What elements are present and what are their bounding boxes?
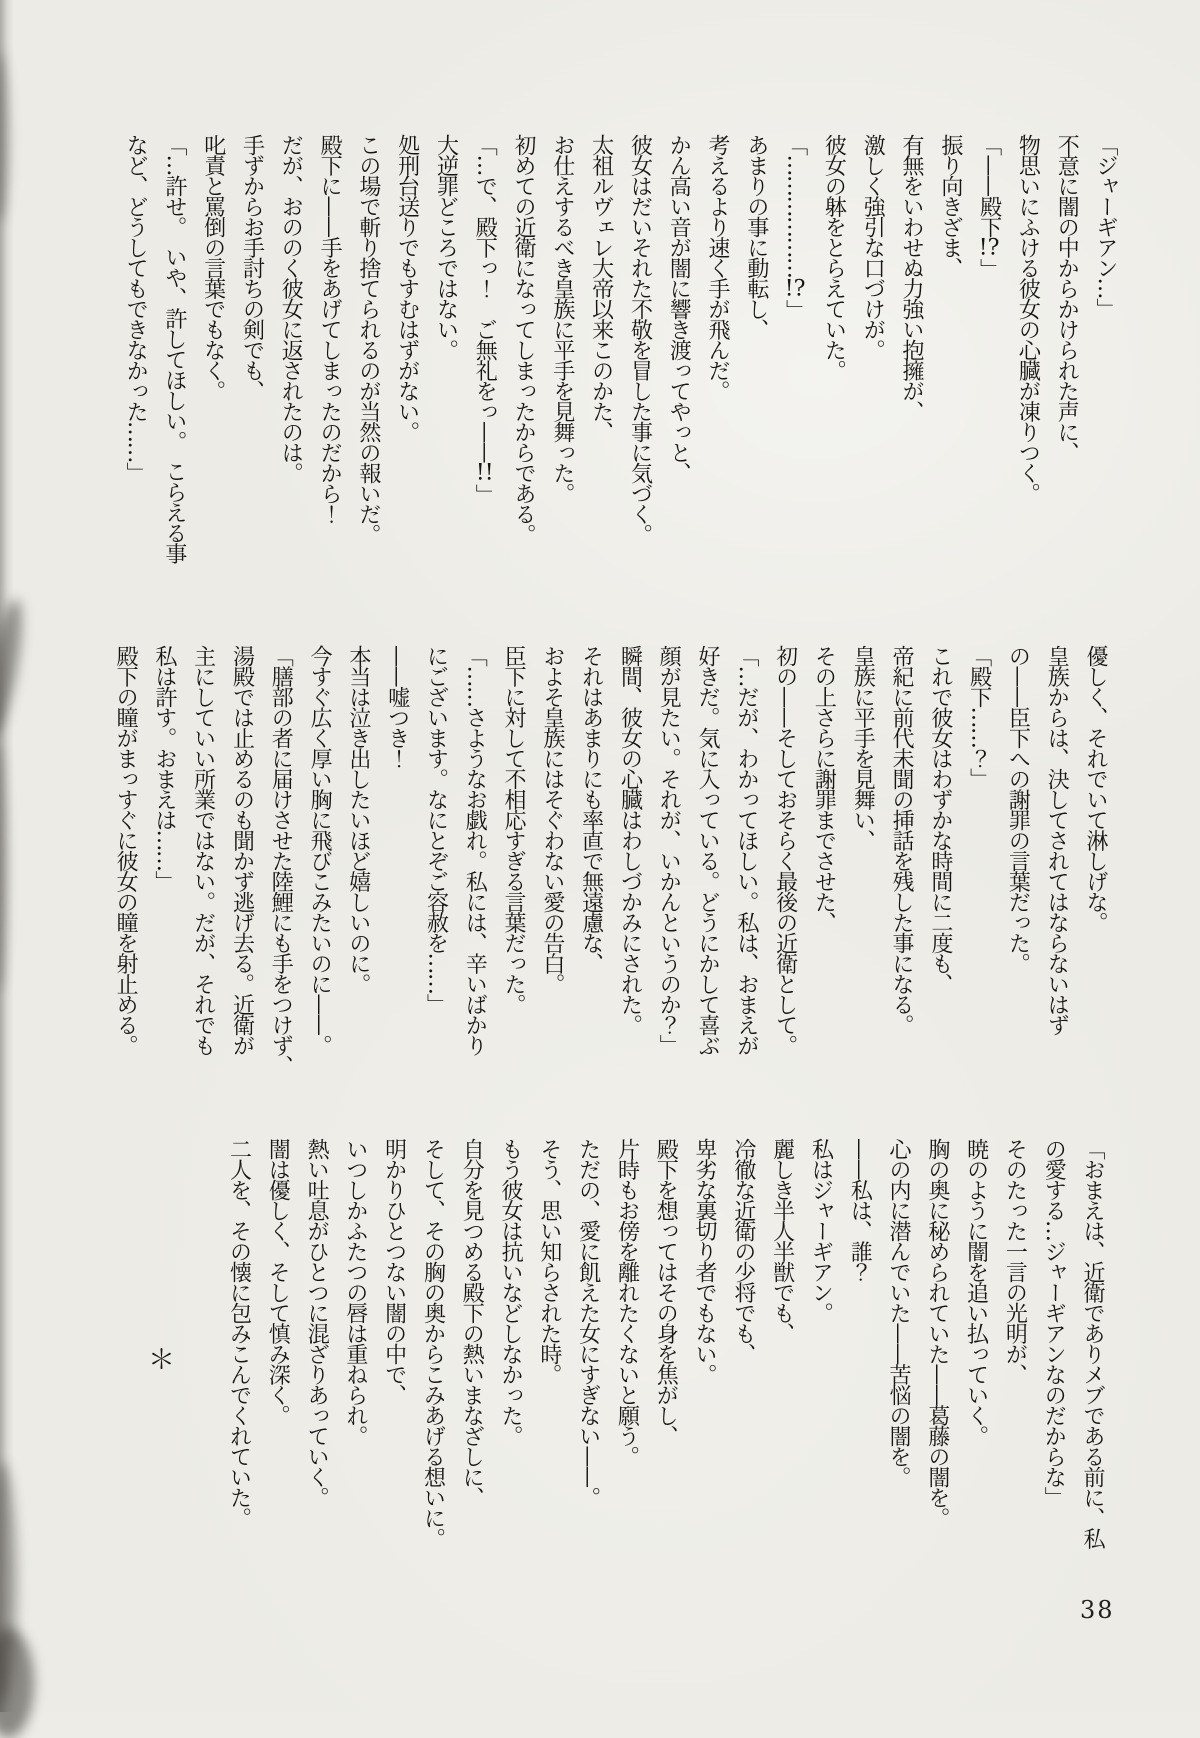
text-column: 大逆罪どころではない。: [433, 134, 459, 360]
text-block-bottom: [219, 1138, 1111, 1643]
text-column: 「……さようなお戯れ。私には、辛いばかり: [462, 645, 488, 1055]
text-column: 麗しき半人半獣でも、: [769, 1138, 795, 1343]
text-column: 「殿下……？」: [966, 645, 992, 789]
text-column: ——嘘つき！: [384, 645, 410, 768]
text-column: 手ずからお手討ちの剣でも、: [239, 134, 265, 401]
section-separator-asterisk: ＊: [148, 1345, 175, 1376]
text-column: 殿下に——手をあげてしまったのだから！: [317, 134, 343, 524]
text-column: およそ皇族にはそぐわない愛の告白。: [539, 645, 565, 994]
text-column: 振り向きざま、: [937, 134, 963, 278]
text-column: だが、おののく彼女に返されたのは。: [278, 134, 304, 483]
text-column: 考えるより速く手が飛んだ。: [705, 134, 731, 401]
text-column: 好きだ。気に入っている。どうにかして喜ぶ: [695, 645, 721, 1055]
text-block-middle: [105, 645, 1114, 1150]
text-column: 帝紀に前代未聞の挿話を残した事になる。: [889, 645, 915, 1035]
text-column: 本当は泣き出したいほど嬉しいのに。: [345, 645, 371, 994]
text-column: 心の内に潜んでいた——苦悩の闇を。: [886, 1138, 912, 1487]
text-column: 太祖ルヴェレ大帝以来このかた、: [588, 134, 614, 442]
text-column: 自分を見つめる殿下の熱いまなざしに、: [459, 1138, 485, 1507]
text-column: 明かりひとつない闇の中で、: [381, 1138, 407, 1405]
text-column: もう彼女は抗いなどしなかった。: [498, 1138, 524, 1446]
text-column: ただの、愛に飢えた女にすぎない——。: [575, 1138, 601, 1507]
text-column: 処刑台送りでもすむはずがない。: [394, 134, 420, 442]
text-column: 二人を、その懐に包みこんでくれていた。: [226, 1138, 252, 1528]
text-column: 殿下を想ってはその身を焦がし、: [653, 1138, 679, 1446]
text-column: この場で斬り捨てられるのが当然の報いだ。: [355, 134, 381, 544]
text-column: 主にしていい所業ではない。だが、それでも: [190, 645, 216, 1055]
text-column: 熱い吐息がひとつに混ざりあっていく。: [304, 1138, 330, 1507]
tate-chu-yoko: !!: [475, 462, 494, 484]
text-column: 彼女はだいそれた不敬を冒した事に気づく。: [627, 134, 653, 544]
text-column: それはあまりにも率直で無遠慮な、: [578, 645, 604, 973]
text-column: 激しく強引な口づけが。: [860, 134, 886, 360]
text-column: 「膳部の者に届けさせた陸鯉にも手をつけず、: [268, 645, 294, 1076]
text-column: そう、思い知らされた時。: [536, 1138, 562, 1384]
text-column: いつしかふたつの唇は重ねられ。: [342, 1138, 368, 1446]
text-column: あまりの事に動転し、: [743, 134, 769, 339]
text-column: 暁のように闇を追い払っていく。: [963, 1138, 989, 1446]
text-column: 彼女の躰をとらえていた。: [821, 134, 847, 380]
text-column: 「…許せ。 いや、許してほしい。 こらえる事: [161, 134, 187, 563]
page-number: 38: [1080, 1596, 1115, 1624]
text-column: 「………………!?」: [782, 134, 808, 320]
text-column: これで彼女はわずかな時間に二度も、: [927, 645, 953, 994]
text-column: そのたった一言の光明が、: [1002, 1138, 1028, 1384]
text-column: 湯殿では止めるのも聞かず逃げ去る。近衛が: [229, 645, 255, 1055]
paper-smudge: [0, 597, 29, 739]
text-column: 「ジャーギアン…」: [1093, 134, 1118, 319]
text-column: 「おまえは、近衛でありメブである前に、私: [1080, 1138, 1105, 1548]
text-column: 顔が見たい。それが、いかんというのか？」: [656, 645, 682, 1055]
text-column: 胸の奥に秘められていた——葛藤の闇を。: [924, 1138, 950, 1528]
text-column: の愛する…ジャーギアンなのだからな」: [1041, 1138, 1067, 1507]
text-column: 皇族からは、決してされてはならないはず: [1044, 645, 1070, 1035]
text-column: 片時もお傍を離れたくないと願う。: [614, 1138, 640, 1466]
text-column: 有無をいわせぬ力強い抱擁が、: [899, 134, 925, 421]
text-column: 私はジャーギアン。: [808, 1138, 834, 1323]
text-column: ——私は、誰？: [847, 1138, 873, 1282]
text-column: 闇は優しく、そして慎み深く。: [265, 1138, 291, 1425]
text-column: 「…で、殿下っ！ ご無礼をっ——!!」: [472, 134, 498, 505]
text-column: 殿下の瞳がまっすぐに彼女の瞳を射止める。: [113, 645, 139, 1055]
paper-smudge: [0, 1628, 34, 1738]
tate-chu-yoko: !?: [978, 236, 1000, 259]
text-column: 瞬間、彼女の心臓はわしづかみにされた。: [617, 645, 643, 1035]
text-column: 皇族に平手を見舞い、: [850, 645, 876, 850]
text-column: 優しく、それでいて淋しげな。: [1083, 645, 1108, 932]
text-column: 「——殿下!?」: [976, 134, 1002, 279]
text-column: 叱責と罵倒の言葉でもなく。: [200, 134, 226, 401]
text-column: の——臣下への謝罪の言葉だった。: [1005, 645, 1031, 973]
text-column: 今すぐ広く厚い胸に飛びこみたいのに——。: [307, 645, 333, 1055]
text-column: にございます。なにとぞご容赦を……」: [423, 645, 449, 1014]
text-column: そして、その胸の奥からこみあげる想いに。: [420, 1138, 446, 1548]
text-column: など、どうしてもできなかった……」: [123, 134, 149, 483]
text-column: 初の——そしておそらく最後の近衛として。: [772, 645, 798, 1055]
text-column: 臣下に対して不相応すぎる言葉だった。: [501, 645, 527, 1014]
text-column: その上さらに謝罪までさせた、: [811, 645, 837, 932]
text-block-top: [115, 134, 1124, 604]
text-column: お仕えするべき皇族に平手を見舞った。: [549, 134, 575, 503]
text-column: 冷徹な近衛の少将でも、: [730, 1138, 756, 1364]
text-column: 私は許す。おまえは……」: [151, 645, 177, 891]
text-column: 物思いにふける彼女の心臓が凍りつく。: [1015, 134, 1041, 503]
text-column: 不意に闇の中からかけられた声に、: [1054, 134, 1080, 462]
text-column: 初めての近衛になってしまったからである。: [511, 134, 537, 544]
text-column: かん高い音が闇に響き渡ってやっと、: [666, 134, 692, 483]
tate-chu-yoko: !?: [784, 277, 806, 300]
text-column: 卑劣な裏切り者でもない。: [692, 1138, 718, 1384]
text-column: 「…だが、わかってほしい。私は、おまえが: [733, 645, 759, 1055]
